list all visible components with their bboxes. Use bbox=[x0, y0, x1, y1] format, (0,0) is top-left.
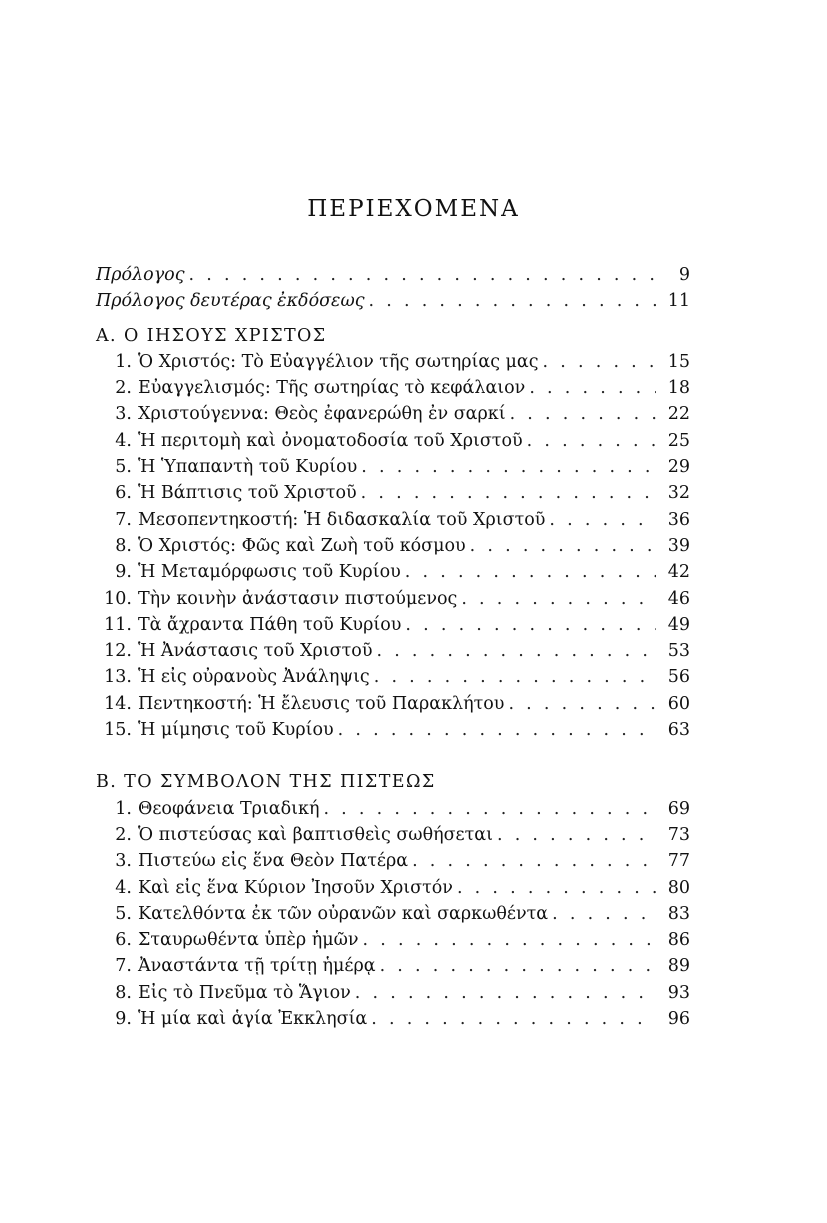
dot-leader bbox=[338, 717, 656, 743]
dot-leader bbox=[470, 533, 656, 559]
toc-entry-page: 53 bbox=[667, 641, 690, 662]
toc-entry-page: 9 bbox=[678, 265, 690, 285]
dot-leader bbox=[363, 927, 656, 953]
toc-entry-number: 2. bbox=[115, 378, 132, 399]
toc-entry-title: Ἀναστάντα τῇ τρίτῃ ἡμέρᾳ bbox=[138, 956, 376, 977]
toc-entry-page: 63 bbox=[667, 720, 690, 741]
toc-entry-title: Πρόλογος δευτέρας ἐκδόσεως bbox=[96, 291, 365, 312]
toc-entry-number: 8. bbox=[115, 982, 132, 1003]
toc-entry-title: Πρόλογος bbox=[96, 265, 185, 285]
toc-entry[interactable] bbox=[96, 717, 690, 743]
toc-entry-title: Ἡ Μεταμόρφωσις τοῦ Κυρίου bbox=[138, 562, 401, 583]
toc-entry-second-edition-prologue[interactable] bbox=[96, 288, 690, 314]
dot-leader bbox=[361, 480, 656, 506]
toc-entry[interactable] bbox=[96, 1006, 690, 1032]
toc-entry-page: 49 bbox=[667, 614, 690, 635]
toc-entry[interactable] bbox=[96, 980, 690, 1006]
toc-entry[interactable] bbox=[96, 533, 690, 559]
toc-entry-number: 8. bbox=[115, 535, 132, 556]
toc-entry-title: Ἡ Ὑπαπαντὴ τοῦ Κυρίου bbox=[138, 457, 358, 478]
toc-entry-page: 11 bbox=[667, 291, 690, 312]
toc-entry[interactable] bbox=[96, 375, 690, 401]
dot-leader bbox=[355, 980, 656, 1006]
toc-entry[interactable] bbox=[96, 927, 690, 953]
toc-entry[interactable] bbox=[96, 612, 690, 638]
toc-entry-page: 69 bbox=[667, 798, 690, 819]
dot-leader bbox=[552, 901, 656, 927]
toc-entry-number: 14. bbox=[104, 693, 132, 714]
toc-entry-number: 13. bbox=[104, 667, 132, 688]
toc-entry-page: 83 bbox=[667, 903, 690, 924]
dot-leader bbox=[508, 691, 656, 717]
dot-leader bbox=[412, 848, 656, 874]
dot-leader bbox=[380, 953, 656, 979]
toc-entry[interactable] bbox=[96, 559, 690, 585]
toc-entry-number: 7. bbox=[115, 956, 132, 977]
toc-entry[interactable] bbox=[96, 848, 690, 874]
toc-entry[interactable] bbox=[96, 428, 690, 454]
dot-leader bbox=[405, 612, 656, 638]
toc-entry-page: 56 bbox=[667, 667, 690, 688]
toc-entry-number: 1. bbox=[115, 798, 132, 819]
toc-entry-title: Καὶ εἰς ἕνα Κύριον Ἰησοῦν Χριστόν bbox=[138, 877, 453, 898]
toc-entry[interactable] bbox=[96, 454, 690, 480]
toc-entry-number: 15. bbox=[104, 720, 132, 741]
dot-leader bbox=[457, 875, 656, 901]
toc-entry-page: 18 bbox=[667, 378, 690, 399]
table-of-contents bbox=[96, 262, 690, 1032]
toc-entry-page: 96 bbox=[667, 1009, 690, 1030]
toc-entry[interactable] bbox=[96, 507, 690, 533]
dot-leader bbox=[405, 559, 656, 585]
toc-entry-title: Εὐαγγελισμός: Τῆς σωτηρίας τὸ κεφάλαιον bbox=[138, 378, 526, 399]
dot-leader bbox=[374, 664, 656, 690]
toc-entry[interactable] bbox=[96, 480, 690, 506]
dot-leader bbox=[529, 375, 656, 401]
toc-entry-page: 29 bbox=[667, 457, 690, 478]
spacer bbox=[96, 315, 690, 323]
toc-entry-page: 39 bbox=[667, 535, 690, 556]
toc-entry-number: 9. bbox=[115, 1009, 132, 1030]
toc-entry-number: 1. bbox=[115, 351, 132, 372]
toc-entry-number: 11. bbox=[104, 614, 132, 635]
toc-entry[interactable] bbox=[96, 664, 690, 690]
toc-entry-title: Μεσοπεντηκοστή: Ἡ διδασκαλία τοῦ Χριστοῦ bbox=[138, 509, 546, 530]
toc-entry-page: 25 bbox=[667, 430, 690, 451]
toc-entry[interactable] bbox=[96, 638, 690, 664]
toc-entry-number: 2. bbox=[115, 824, 132, 845]
dot-leader bbox=[527, 428, 656, 454]
toc-entry-title: Πεντηκοστή: Ἡ ἔλευσις τοῦ Παρακλήτου bbox=[138, 693, 505, 714]
toc-entry-number: 12. bbox=[104, 641, 132, 662]
toc-entry-title: Ὁ Χριστός: Φῶς καὶ Ζωὴ τοῦ κόσμου bbox=[138, 535, 466, 556]
toc-entry-page: 42 bbox=[667, 562, 690, 583]
dot-leader bbox=[323, 796, 656, 822]
toc-entry-page: 22 bbox=[667, 404, 690, 425]
toc-entry[interactable] bbox=[96, 586, 690, 612]
toc-entry-page: 46 bbox=[667, 588, 690, 609]
toc-entry-page: 93 bbox=[667, 982, 690, 1003]
toc-entry[interactable] bbox=[96, 796, 690, 822]
spacer bbox=[96, 743, 690, 769]
dot-leader bbox=[189, 262, 656, 288]
toc-entry-title: Ἡ μίμησις τοῦ Κυρίου bbox=[138, 720, 334, 741]
toc-entry-number: 9. bbox=[115, 562, 132, 583]
toc-entry[interactable] bbox=[96, 349, 690, 375]
toc-entry-title: Πιστεύω εἰς ἕνα Θεὸν Πατέρα bbox=[138, 851, 409, 872]
dot-leader bbox=[543, 349, 656, 375]
toc-entry-title: Τὴν κοινὴν ἀνάστασιν πιστούμενος bbox=[138, 588, 458, 609]
dot-leader bbox=[376, 638, 656, 664]
toc-entry-title: Ὁ Χριστός: Τὸ Εὐαγγέλιον τῆς σωτηρίας μας bbox=[138, 351, 539, 372]
toc-entry-number: 10. bbox=[104, 588, 132, 609]
toc-entry-title: Θεοφάνεια Τριαδική bbox=[138, 798, 320, 819]
toc-entry-page: 80 bbox=[667, 877, 690, 898]
toc-entry-title: Ἡ μία καὶ ἁγία Ἐκκλησία bbox=[138, 1009, 368, 1030]
toc-entry-title: Ὁ πιστεύσας καὶ βαπτισθεὶς σωθήσεται bbox=[138, 824, 493, 845]
toc-entry-number: 6. bbox=[115, 483, 132, 504]
toc-entry-title: Ἡ Ἀνάστασις τοῦ Χριστοῦ bbox=[138, 641, 373, 662]
section-heading-a: Α. Ο ΙΗΣΟΥΣ ΧΡΙΣΤΟΣ bbox=[96, 325, 327, 346]
dot-leader bbox=[510, 401, 656, 427]
dot-leader bbox=[461, 586, 656, 612]
toc-entry[interactable] bbox=[96, 875, 690, 901]
toc-entry-number: 3. bbox=[115, 404, 132, 425]
toc-entry-number: 4. bbox=[115, 430, 132, 451]
toc-entry[interactable] bbox=[96, 901, 690, 927]
toc-entry-title: Ἡ περιτομὴ καὶ ὀνοματοδοσία τοῦ Χριστοῦ bbox=[138, 430, 523, 451]
dot-leader bbox=[497, 822, 656, 848]
toc-entry[interactable] bbox=[96, 691, 690, 717]
toc-entry-page: 32 bbox=[667, 483, 690, 504]
dot-leader bbox=[549, 507, 656, 533]
toc-entry-page: 77 bbox=[667, 851, 690, 872]
section-heading-b: Β. ΤΟ ΣΥΜΒΟΛΟΝ ΤΗΣ ΠΙΣΤΕΩΣ bbox=[96, 772, 436, 793]
toc-entry[interactable] bbox=[96, 953, 690, 979]
toc-entry-title: Σταυρωθέντα ὑπὲρ ἡμῶν bbox=[138, 930, 359, 951]
toc-entry-page: 86 bbox=[667, 930, 690, 951]
toc-entry-page: 73 bbox=[667, 824, 690, 845]
toc-entry-number: 6. bbox=[115, 930, 132, 951]
toc-entry-page: 89 bbox=[667, 956, 690, 977]
toc-entry-page: 36 bbox=[667, 509, 690, 530]
toc-entry-title: Ἡ εἰς οὐρανοὺς Ἀνάληψις bbox=[138, 667, 370, 688]
toc-entry-title: Χριστούγεννα: Θεὸς ἐφανερώθη ἐν σαρκί bbox=[138, 404, 506, 425]
toc-entry-number: 4. bbox=[115, 877, 132, 898]
toc-entry-number: 5. bbox=[115, 903, 132, 924]
toc-entry-title: Ἡ Βάπτισις τοῦ Χριστοῦ bbox=[138, 483, 357, 504]
toc-entry-prologue[interactable] bbox=[96, 262, 690, 288]
toc-entry-page: 15 bbox=[667, 351, 690, 372]
page-title: ΠΕΡΙΕΧΟΜΕΝΑ bbox=[307, 196, 520, 222]
dot-leader bbox=[371, 1006, 656, 1032]
toc-entry-number: 5. bbox=[115, 457, 132, 478]
toc-entry-title: Κατελθόντα ἐκ τῶν οὐρανῶν καὶ σαρκωθέντα bbox=[138, 903, 549, 924]
toc-entry[interactable] bbox=[96, 822, 690, 848]
toc-entry-page: 60 bbox=[667, 693, 690, 714]
toc-entry[interactable] bbox=[96, 401, 690, 427]
dot-leader bbox=[369, 288, 656, 314]
toc-entry-number: 7. bbox=[115, 509, 132, 530]
toc-entry-number: 3. bbox=[115, 851, 132, 872]
toc-entry-title: Εἰς τὸ Πνεῦμα τὸ Ἅγιον bbox=[138, 982, 351, 1003]
toc-entry-title: Τὰ ἄχραντα Πάθη τοῦ Κυρίου bbox=[138, 614, 402, 635]
dot-leader bbox=[361, 454, 656, 480]
